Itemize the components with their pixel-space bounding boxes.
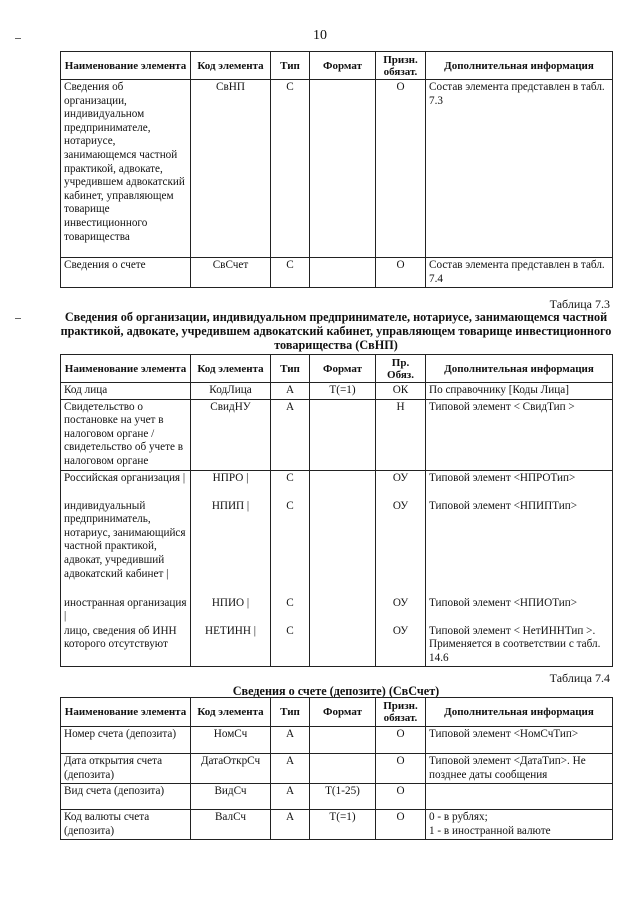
choice-name: индивидуальный предприниматель, нотариус, занимающийся частной практикой, адвокат, учредивший адвокатский кабинет | bbox=[64, 499, 186, 580]
cell-info: Состав элемента представлен в табл. 7.3 bbox=[426, 80, 613, 258]
margin-mark bbox=[15, 318, 21, 319]
table-7-4 bbox=[60, 697, 613, 840]
table-header-row bbox=[61, 52, 613, 80]
column-header: Формат bbox=[310, 698, 376, 727]
cell-type bbox=[271, 470, 310, 667]
choice-req: ОУ bbox=[392, 499, 409, 512]
column-header: Дополнительная информация bbox=[426, 355, 613, 383]
column-header: Код элемента bbox=[191, 698, 271, 727]
cell-info: По справочнику [Коды Лица] bbox=[426, 383, 613, 400]
cell-name: Код валюты счета (депозита) bbox=[61, 810, 191, 840]
table-row bbox=[61, 258, 613, 288]
column-header: Дополнительная информация bbox=[426, 52, 613, 80]
table-label: Таблица 7.4 bbox=[549, 671, 610, 685]
cell-type: С bbox=[271, 258, 310, 288]
table-row bbox=[61, 399, 613, 470]
cell-format bbox=[310, 470, 376, 667]
cell-code: ВидСч bbox=[191, 784, 271, 810]
cell-format bbox=[310, 399, 376, 470]
choice-name: лицо, сведения об ИНН которого отсутствуют bbox=[64, 624, 177, 651]
table-title: Сведения о счете (депозите) (СвСчет) bbox=[232, 684, 440, 698]
column-header: Тип bbox=[271, 52, 310, 80]
choice-code: НПРО | bbox=[212, 471, 249, 484]
column-header: Код элемента bbox=[191, 52, 271, 80]
table-title: Сведения об организации, индивидуальном предпринимателе, нотариусе, занимающемся частной практикой, адвокате, учредившем адвокатский кабинет, управляющем товарище инвестиционного товарищества (СвНП) bbox=[60, 310, 612, 352]
table-row bbox=[61, 784, 613, 810]
cell-req: О bbox=[376, 727, 426, 754]
choice-req: ОУ bbox=[392, 471, 409, 484]
cell-info bbox=[426, 784, 613, 810]
table-top bbox=[60, 51, 613, 288]
choice-info: Типовой элемент <НПИОТип> bbox=[429, 596, 578, 609]
choice-type: С bbox=[286, 624, 294, 637]
table-header-row bbox=[61, 355, 613, 383]
cell-type: А bbox=[271, 784, 310, 810]
choice-info: Типовой элемент < НетИННТип >. Применяется в соответствии с табл. 14.6 bbox=[429, 624, 601, 664]
cell-name bbox=[61, 470, 191, 667]
table-7-3 bbox=[60, 354, 613, 667]
table-header-row bbox=[61, 698, 613, 727]
cell-name: Номер счета (депозита) bbox=[61, 727, 191, 754]
cell-info: Типовой элемент <НомСчТип> bbox=[426, 727, 613, 754]
table-row bbox=[61, 383, 613, 400]
cell-code: СвНП bbox=[191, 80, 271, 258]
choice-name: Российская организация | bbox=[64, 471, 186, 484]
cell-code bbox=[191, 470, 271, 667]
cell-req: О bbox=[376, 80, 426, 258]
cell-name: Код лица bbox=[61, 383, 191, 400]
choice-name: иностранная организация | bbox=[64, 596, 187, 623]
column-header: Дополнительная информация bbox=[426, 698, 613, 727]
cell-info: Состав элемента представлен в табл. 7.4 bbox=[426, 258, 613, 288]
choice-code: НЕТИНН | bbox=[204, 624, 257, 637]
cell-name: Вид счета (депозита) bbox=[61, 784, 191, 810]
table-row bbox=[61, 80, 613, 258]
cell-format bbox=[310, 258, 376, 288]
column-header: Наименование элемента bbox=[61, 698, 191, 727]
choice-type: С bbox=[286, 471, 294, 484]
cell-code: ВалСч bbox=[191, 810, 271, 840]
column-header: Пр. Обяз. bbox=[376, 355, 426, 383]
cell-info bbox=[426, 470, 613, 667]
cell-format bbox=[310, 80, 376, 258]
cell-code: КодЛица bbox=[191, 383, 271, 400]
cell-req: О bbox=[376, 784, 426, 810]
cell-format bbox=[310, 727, 376, 754]
table-row bbox=[61, 754, 613, 784]
cell-name: Сведения об организации, индивидуальном предпринимателе, нотариусе, занимающемся частной практикой, адвокате, учредившем адвокатский кабинет, управляющем товарище инвестиционного товарищества bbox=[61, 80, 191, 258]
choice-req: ОУ bbox=[392, 596, 409, 609]
choice-type: С bbox=[286, 499, 294, 512]
column-header: Тип bbox=[271, 355, 310, 383]
table-row-choice bbox=[61, 470, 613, 667]
cell-type: А bbox=[271, 727, 310, 754]
cell-type: А bbox=[271, 754, 310, 784]
table-row bbox=[61, 810, 613, 840]
choice-info: Типовой элемент <НПИПТип> bbox=[429, 499, 578, 512]
column-header: Наименование элемента bbox=[61, 355, 191, 383]
cell-req: О bbox=[376, 754, 426, 784]
cell-req bbox=[376, 470, 426, 667]
cell-code: НомСч bbox=[191, 727, 271, 754]
cell-type: С bbox=[271, 80, 310, 258]
table-row bbox=[61, 727, 613, 754]
cell-info: 0 - в рублях; 1 - в иностранной валюте bbox=[426, 810, 613, 840]
cell-name: Свидетельство о постановке на учет в налоговом органе / свидетельство об учете в налоговом органе bbox=[61, 399, 191, 470]
page-number: 10 bbox=[313, 28, 327, 43]
cell-req: ОК bbox=[376, 383, 426, 400]
cell-format: T(=1) bbox=[310, 383, 376, 400]
column-header: Формат bbox=[310, 355, 376, 383]
cell-type: А bbox=[271, 810, 310, 840]
cell-req: Н bbox=[376, 399, 426, 470]
choice-req: ОУ bbox=[392, 624, 409, 637]
choice-code: НПИП | bbox=[211, 499, 250, 512]
cell-req: О bbox=[376, 258, 426, 288]
column-header: Наименование элемента bbox=[61, 52, 191, 80]
cell-format: T(1-25) bbox=[310, 784, 376, 810]
table-label: Таблица 7.3 bbox=[549, 297, 610, 311]
choice-type: С bbox=[286, 596, 294, 609]
cell-type: А bbox=[271, 383, 310, 400]
cell-type: А bbox=[271, 399, 310, 470]
cell-format: T(=1) bbox=[310, 810, 376, 840]
cell-code: СвидНУ bbox=[191, 399, 271, 470]
cell-info: Типовой элемент <ДатаТип>. Не позднее даты сообщения bbox=[426, 754, 613, 784]
choice-info: Типовой элемент <НПРОТип> bbox=[429, 471, 576, 484]
cell-format bbox=[310, 754, 376, 784]
choice-code: НПИО | bbox=[211, 596, 250, 609]
cell-info: Типовой элемент < СвидТип > bbox=[426, 399, 613, 470]
column-header: Призн. обязат. bbox=[376, 52, 426, 80]
cell-name: Сведения о счете bbox=[61, 258, 191, 288]
cell-code: ДатаОткрСч bbox=[191, 754, 271, 784]
column-header: Тип bbox=[271, 698, 310, 727]
column-header: Формат bbox=[310, 52, 376, 80]
cell-code: СвСчет bbox=[191, 258, 271, 288]
column-header: Код элемента bbox=[191, 355, 271, 383]
cell-req: О bbox=[376, 810, 426, 840]
column-header: Призн. обязат. bbox=[376, 698, 426, 727]
cell-name: Дата открытия счета (депозита) bbox=[61, 754, 191, 784]
margin-mark bbox=[15, 38, 21, 39]
